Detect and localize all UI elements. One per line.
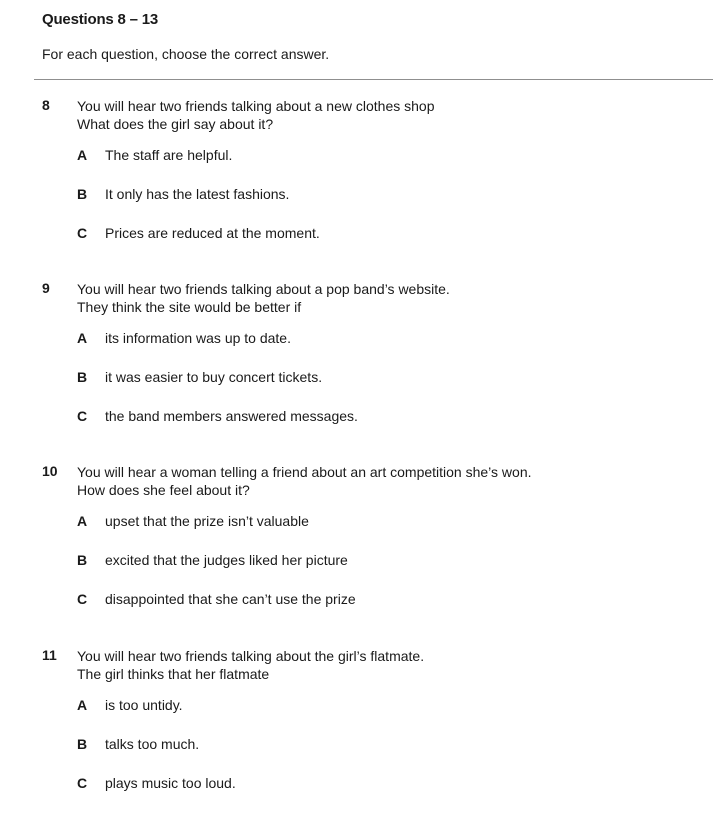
question-stem	[77, 647, 424, 683]
option-text: talks too much.	[105, 736, 200, 752]
option-letter: B	[77, 369, 88, 385]
stem-line-2: The girl thinks that her flatmate	[77, 666, 270, 682]
divider	[34, 79, 713, 80]
stem-line-1: You will hear two friends talking about the girl’s flatmate.	[77, 648, 425, 664]
option-text: it was easier to buy concert tickets.	[105, 369, 323, 385]
option-text: It only has the latest fashions.	[105, 186, 290, 202]
question-stem	[77, 463, 532, 499]
stem-line-1: You will hear a woman telling a friend about an art competition she’s won.	[77, 464, 532, 480]
option-letter: C	[77, 775, 88, 791]
option-letter: A	[77, 330, 88, 346]
stem-line-1: You will hear two friends talking about a pop band’s website.	[77, 281, 450, 297]
option-text: is too untidy.	[105, 697, 183, 713]
question-number: 8	[42, 97, 50, 113]
option-text: upset that the prize isn’t valuable	[105, 513, 309, 529]
option-letter: C	[77, 225, 88, 241]
option-letter: A	[77, 513, 88, 529]
option-text: disappointed that she can’t use the prize	[105, 591, 356, 607]
question-stem	[77, 280, 450, 316]
stem-line-2: How does she feel about it?	[77, 482, 250, 498]
option-letter: C	[77, 408, 88, 424]
question-number: 10	[42, 463, 58, 479]
question-number: 9	[42, 280, 50, 296]
option-letter: B	[77, 736, 88, 752]
instructions: For each question, choose the correct answer.	[42, 46, 330, 62]
stem-line-2: What does the girl say about it?	[77, 116, 274, 132]
stem-line-2: They think the site would be better if	[77, 299, 302, 315]
option-text: the band members answered messages.	[105, 408, 358, 424]
question-number: 11	[42, 647, 57, 663]
option-letter: B	[77, 186, 88, 202]
option-text: its information was up to date.	[105, 330, 291, 346]
option-letter: B	[77, 552, 88, 568]
option-text: The staff are helpful.	[105, 147, 233, 163]
option-letter: A	[77, 147, 88, 163]
section-title: Questions 8 – 13	[42, 11, 159, 28]
option-letter: A	[77, 697, 88, 713]
question-stem	[77, 97, 434, 133]
option-text: excited that the judges liked her picture	[105, 552, 348, 568]
stem-line-1: You will hear two friends talking about a new clothes shop	[77, 98, 435, 114]
option-letter: C	[77, 591, 88, 607]
option-text: plays music too loud.	[105, 775, 236, 791]
option-text: Prices are reduced at the moment.	[105, 225, 320, 241]
